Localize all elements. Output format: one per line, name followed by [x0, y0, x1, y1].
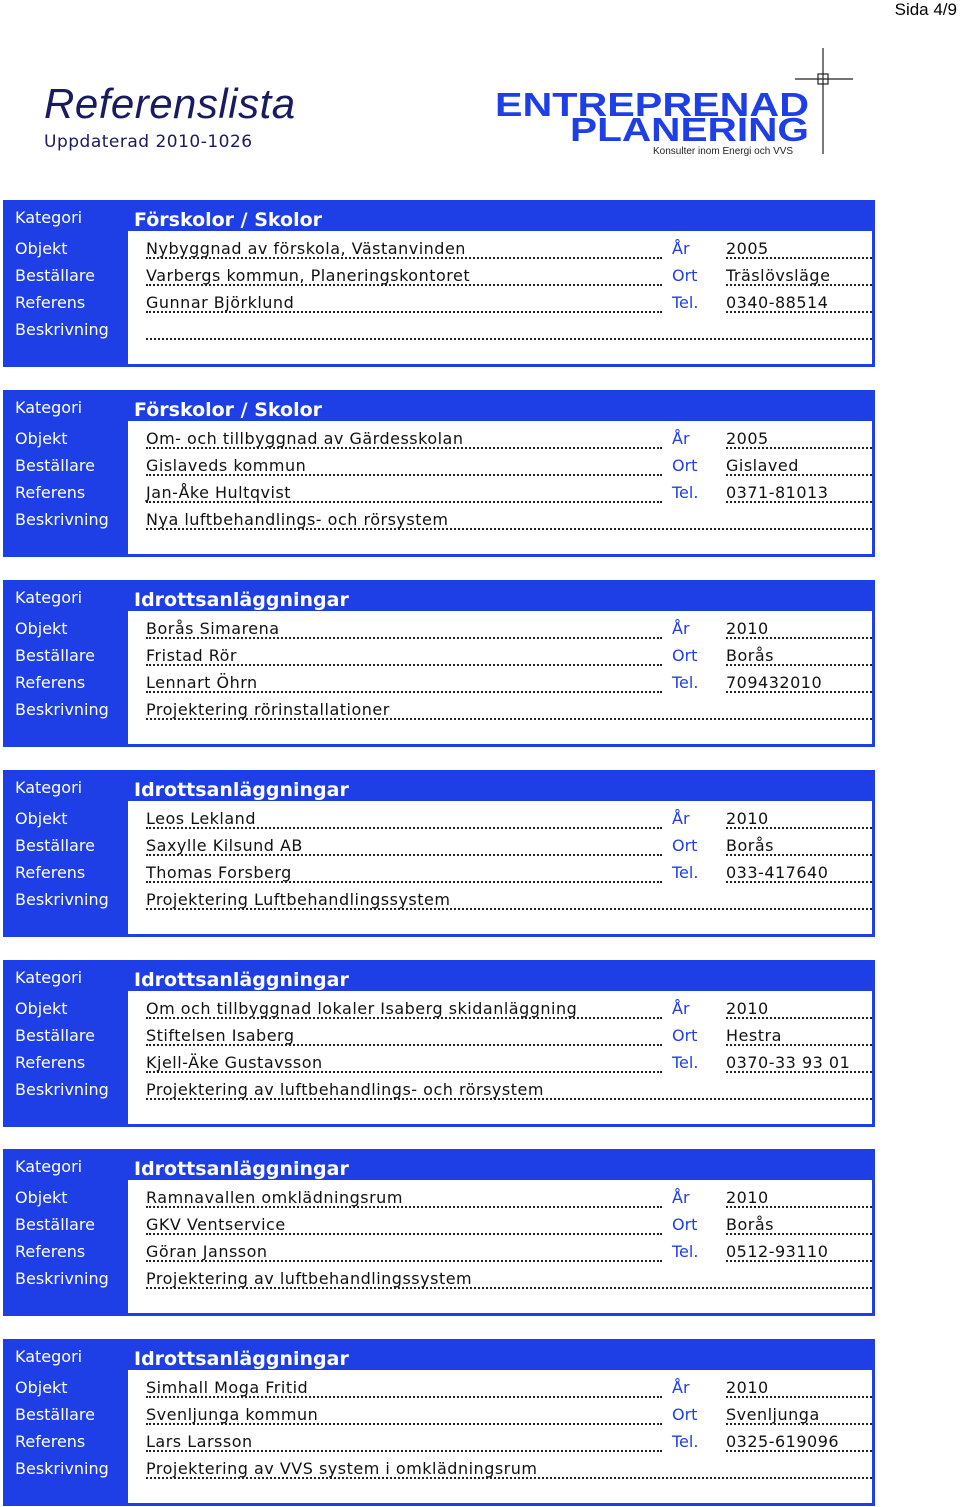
bestallare-value: Svenljunga kommun [146, 1405, 662, 1425]
beskrivning-value: Projektering av luftbehandlings- och rörsystem [146, 1080, 872, 1100]
label-referens: Referens [15, 1432, 86, 1451]
tel-value: 033-417640 [726, 863, 872, 883]
ar-value: 2005 [726, 429, 872, 449]
ar-value: 2010 [726, 619, 872, 639]
beskrivning-value [146, 320, 872, 340]
tel-value: 0370-33 93 01 [726, 1053, 872, 1073]
label-ar: År [672, 619, 690, 638]
objekt-value: Ramnavallen omklädningsrum [146, 1188, 662, 1208]
label-tel: Tel. [672, 1432, 699, 1451]
label-bestallare: Beställare [15, 1215, 95, 1234]
label-ort: Ort [672, 1215, 698, 1234]
referens-value: Thomas Forsberg [146, 863, 662, 883]
tel-value: 0340-88514 [726, 293, 872, 313]
tel-value: 0371-81013 [726, 483, 872, 503]
label-ort: Ort [672, 836, 698, 855]
reference-card [3, 770, 875, 937]
reference-card [3, 200, 875, 367]
beskrivning-value: Nya luftbehandlings- och rörsystem [146, 510, 872, 530]
objekt-value: Leos Lekland [146, 809, 662, 829]
label-bestallare: Beställare [15, 266, 95, 285]
beskrivning-value: Projektering Luftbehandlingssystem [146, 890, 872, 910]
ort-value: Borås [726, 1215, 872, 1235]
kategori-value: Idrottsanläggningar [134, 969, 349, 991]
label-tel: Tel. [672, 863, 699, 882]
referens-value: Gunnar Björklund [146, 293, 662, 313]
label-kategori: Kategori [15, 588, 83, 607]
ort-value: Borås [726, 646, 872, 666]
label-bestallare: Beställare [15, 456, 95, 475]
label-referens: Referens [15, 1053, 86, 1072]
label-beskrivning: Beskrivning [15, 510, 109, 529]
label-objekt: Objekt [15, 1188, 68, 1207]
ar-value: 2010 [726, 809, 872, 829]
label-ar: År [672, 999, 690, 1018]
label-ort: Ort [672, 1026, 698, 1045]
label-ar: År [672, 1188, 690, 1207]
label-kategori: Kategori [15, 208, 83, 227]
objekt-value: Simhall Moga Fritid [146, 1378, 662, 1398]
ar-value: 2005 [726, 239, 872, 259]
label-tel: Tel. [672, 673, 699, 692]
kategori-value: Förskolor / Skolor [134, 399, 323, 421]
label-objekt: Objekt [15, 429, 68, 448]
label-ort: Ort [672, 1405, 698, 1424]
company-logo [495, 48, 855, 160]
kategori-value: Idrottsanläggningar [134, 589, 349, 611]
bestallare-value: GKV Ventservice [146, 1215, 662, 1235]
label-objekt: Objekt [15, 1378, 68, 1397]
label-kategori: Kategori [15, 1157, 83, 1176]
ar-value: 2010 [726, 1188, 872, 1208]
reference-card [3, 390, 875, 557]
reference-card [3, 1149, 875, 1316]
label-referens: Referens [15, 483, 86, 502]
referens-value: Jan-Åke Hultqvist [146, 483, 662, 503]
ort-value: Hestra [726, 1026, 872, 1046]
beskrivning-value: Projektering av luftbehandlingssystem [146, 1269, 872, 1289]
label-beskrivning: Beskrivning [15, 1080, 109, 1099]
bestallare-value: Stiftelsen Isaberg [146, 1026, 662, 1046]
logo-tagline: Konsulter inom Energi och VVS [653, 146, 794, 157]
referens-value: Lars Larsson [146, 1432, 662, 1452]
objekt-value: Nybyggnad av förskola, Västanvinden [146, 239, 662, 259]
page-number: Sida 4/9 [894, 0, 957, 19]
objekt-value: Om och tillbyggnad lokaler Isaberg skidanläggning [146, 999, 662, 1019]
reference-card [3, 1339, 875, 1506]
label-ort: Ort [672, 456, 698, 475]
label-referens: Referens [15, 863, 86, 882]
label-beskrivning: Beskrivning [15, 890, 109, 909]
bestallare-value: Varbergs kommun, Planeringskontoret [146, 266, 662, 286]
label-ort: Ort [672, 266, 698, 285]
kategori-value: Idrottsanläggningar [134, 779, 349, 801]
beskrivning-value: Projektering rörinstallationer [146, 700, 872, 720]
label-beskrivning: Beskrivning [15, 700, 109, 719]
referens-value: Göran Jansson [146, 1242, 662, 1262]
bestallare-value: Gislaveds kommun [146, 456, 662, 476]
bestallare-value: Fristad Rör [146, 646, 662, 666]
updated-date: Uppdaterad 2010-1026 [44, 132, 253, 152]
label-referens: Referens [15, 1242, 86, 1261]
label-beskrivning: Beskrivning [15, 1269, 109, 1288]
label-referens: Referens [15, 293, 86, 312]
kategori-value: Idrottsanläggningar [134, 1158, 349, 1180]
ar-value: 2010 [726, 999, 872, 1019]
ort-value: Träslövsläge [726, 266, 872, 286]
ort-value: Borås [726, 836, 872, 856]
logo-line2: PLANERING [570, 111, 809, 148]
kategori-value: Förskolor / Skolor [134, 209, 323, 231]
label-ar: År [672, 1378, 690, 1397]
label-bestallare: Beställare [15, 646, 95, 665]
tel-value: 0325-619096 [726, 1432, 872, 1452]
label-tel: Tel. [672, 483, 699, 502]
ar-value: 2010 [726, 1378, 872, 1398]
tel-value: 0512-93110 [726, 1242, 872, 1262]
reference-card [3, 580, 875, 747]
label-ort: Ort [672, 646, 698, 665]
label-kategori: Kategori [15, 1347, 83, 1366]
label-bestallare: Beställare [15, 836, 95, 855]
label-bestallare: Beställare [15, 1026, 95, 1045]
logo-line1: ENTREPRENAD [495, 86, 809, 123]
label-ar: År [672, 429, 690, 448]
objekt-value: Om- och tillbyggnad av Gärdesskolan [146, 429, 662, 449]
label-ar: År [672, 239, 690, 258]
label-tel: Tel. [672, 1053, 699, 1072]
label-objekt: Objekt [15, 809, 68, 828]
reference-card [3, 960, 875, 1127]
referens-value: Lennart Öhrn [146, 673, 662, 693]
ort-value: Svenljunga [726, 1405, 872, 1425]
label-tel: Tel. [672, 1242, 699, 1261]
label-tel: Tel. [672, 293, 699, 312]
referens-value: Kjell-Äke Gustavsson [146, 1053, 662, 1073]
label-kategori: Kategori [15, 398, 83, 417]
kategori-value: Idrottsanläggningar [134, 1348, 349, 1370]
beskrivning-value: Projektering av VVS system i omklädningsrum [146, 1459, 872, 1479]
label-bestallare: Beställare [15, 1405, 95, 1424]
label-objekt: Objekt [15, 239, 68, 258]
bestallare-value: Saxylle Kilsund AB [146, 836, 662, 856]
label-beskrivning: Beskrivning [15, 1459, 109, 1478]
label-objekt: Objekt [15, 999, 68, 1018]
label-referens: Referens [15, 673, 86, 692]
page-title: Referenslista [44, 80, 296, 127]
label-kategori: Kategori [15, 778, 83, 797]
objekt-value: Borås Simarena [146, 619, 662, 639]
label-beskrivning: Beskrivning [15, 320, 109, 339]
label-ar: År [672, 809, 690, 828]
label-objekt: Objekt [15, 619, 68, 638]
ort-value: Gislaved [726, 456, 872, 476]
label-kategori: Kategori [15, 968, 83, 987]
tel-value: 709432010 [726, 673, 872, 693]
